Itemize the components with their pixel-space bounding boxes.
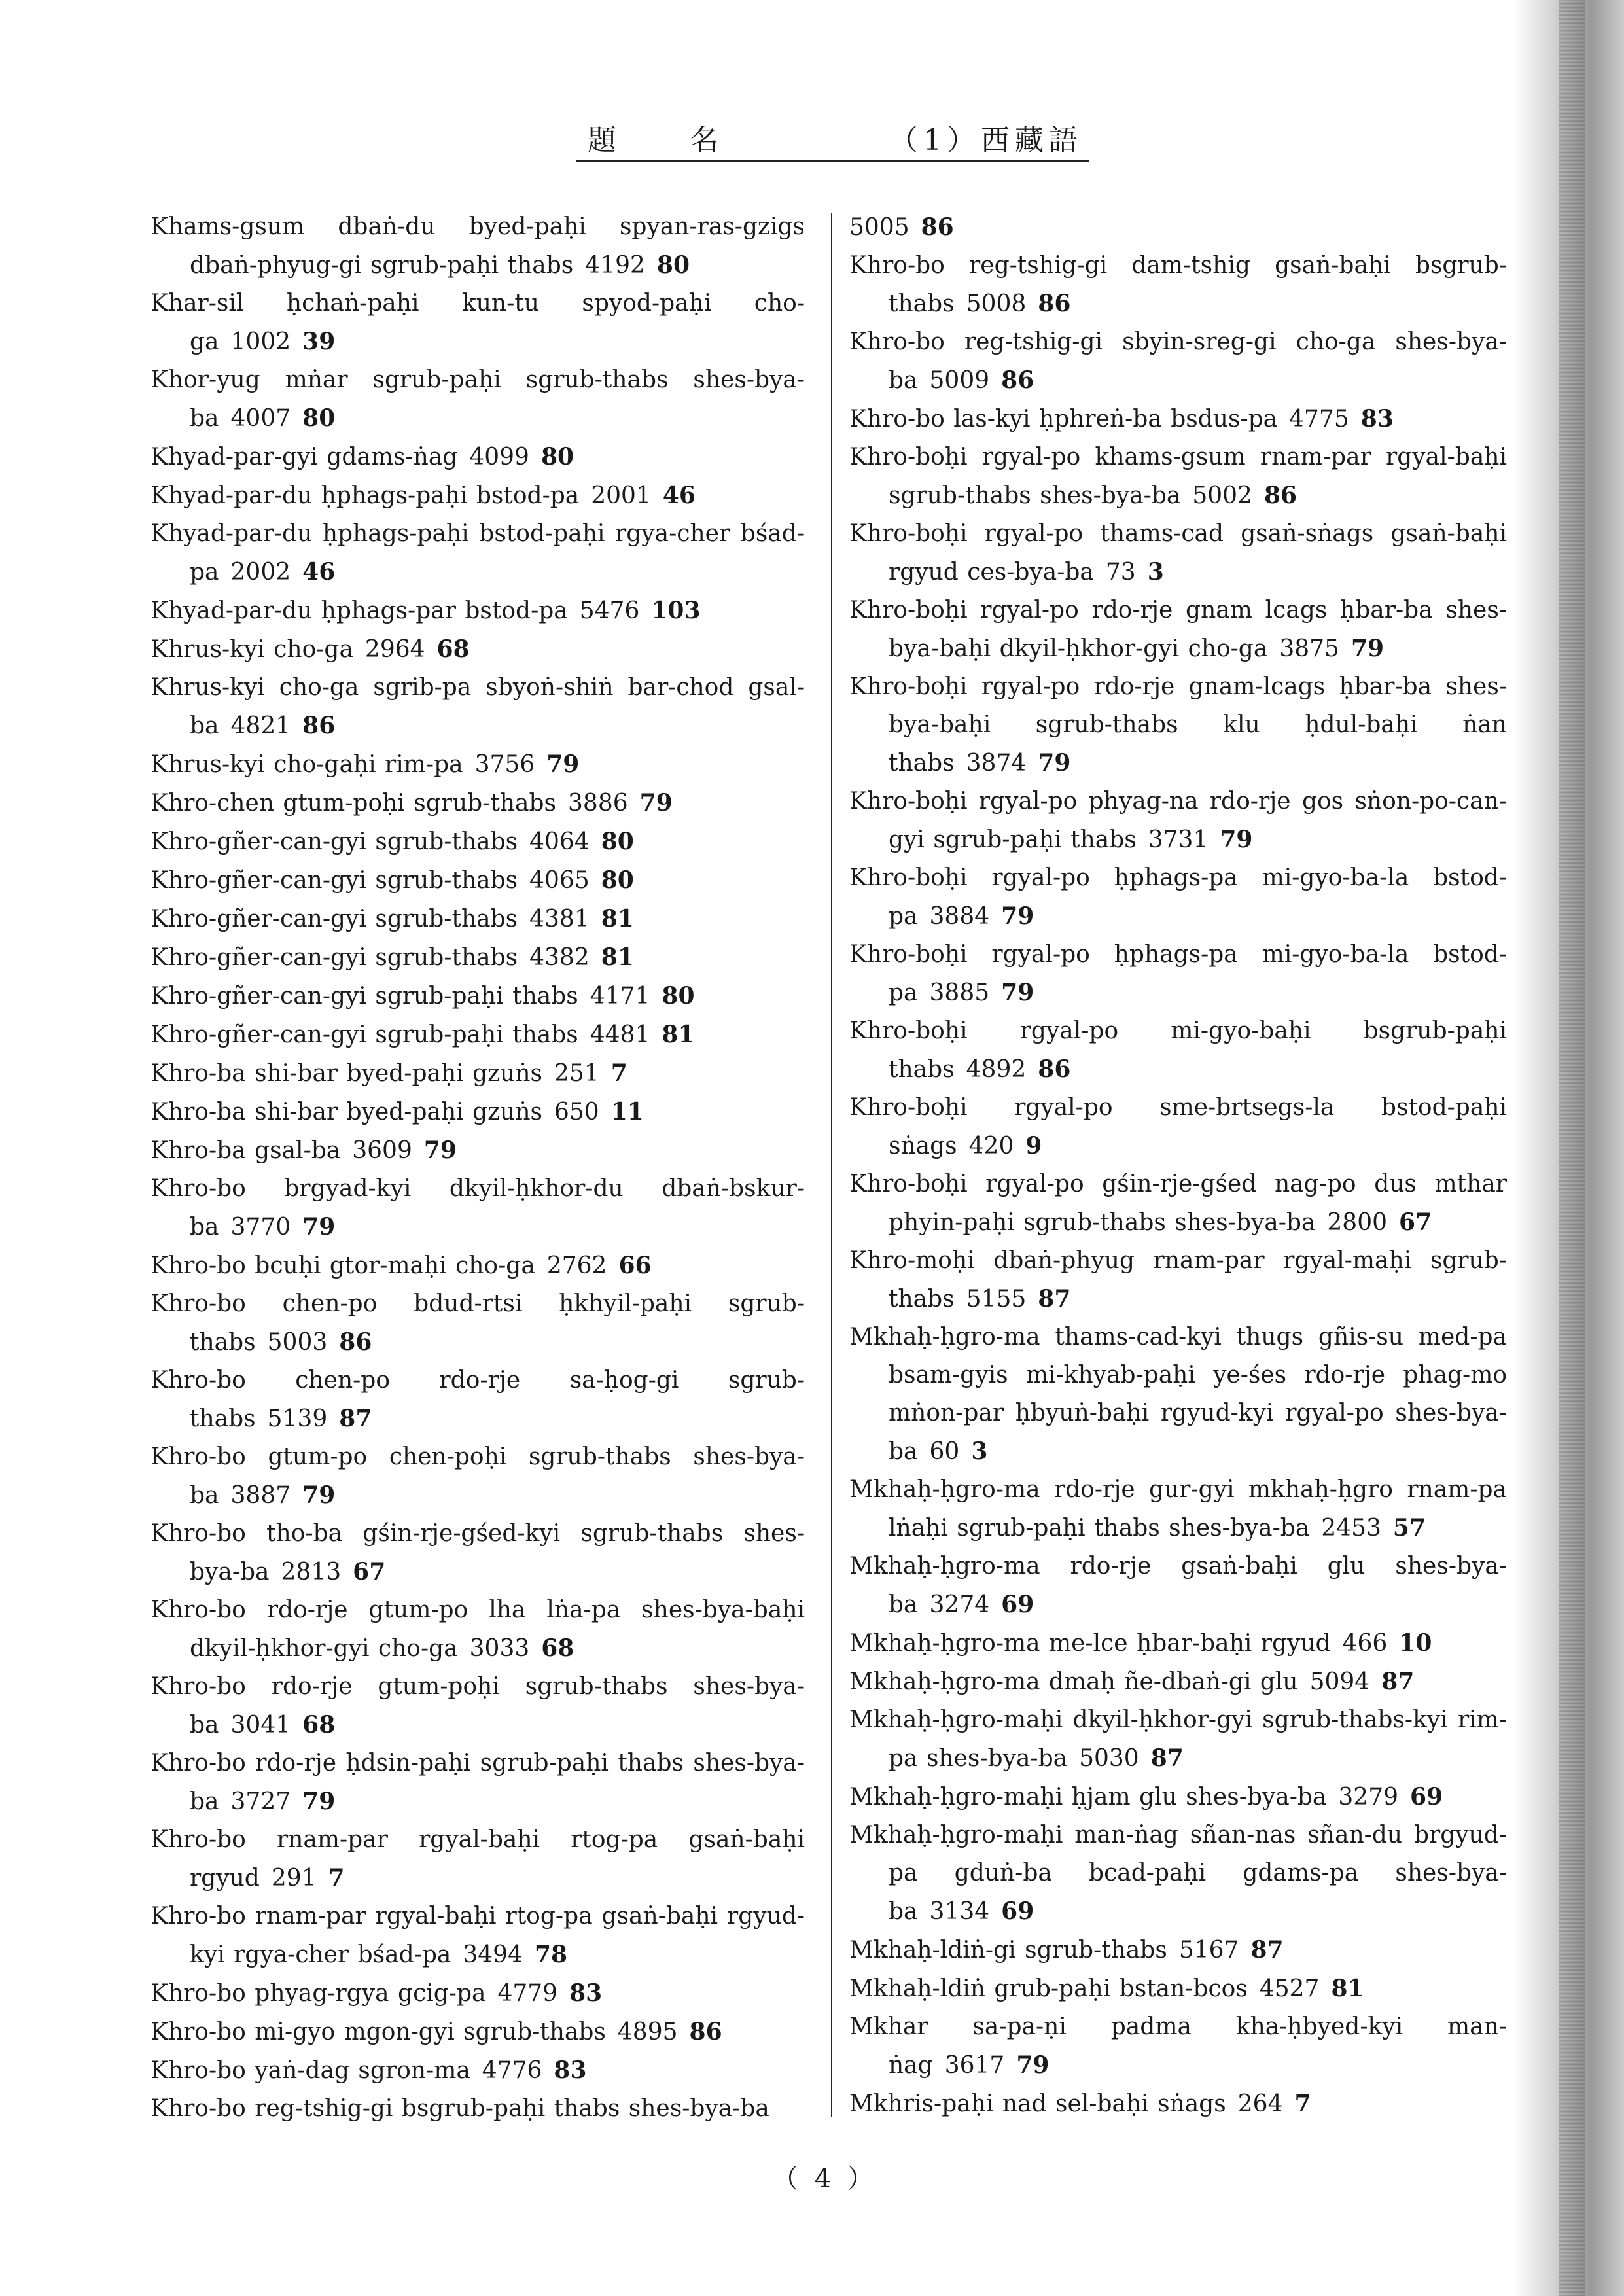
- entry-volume: 79: [1220, 826, 1253, 853]
- entry-title: Khro-gñer-can-gyi sgrub-thabs: [150, 906, 518, 932]
- entry-title: Khro-gñer-can-gyi sgrub-thabs: [150, 867, 518, 894]
- entry-title: Khro-bo chen-po bdud-rtsi ḥkhyil-paḥi sgrub-thabs: [150, 1290, 805, 1356]
- entry-number: 3874: [966, 750, 1027, 777]
- entry-volume: 81: [601, 905, 634, 932]
- index-entry: [849, 515, 1507, 592]
- index-entry: [150, 1362, 805, 1438]
- entry-volume: 10: [1399, 1629, 1432, 1657]
- entry-number: 3727: [230, 1788, 291, 1815]
- index-entry: [150, 822, 805, 861]
- column-divider: [831, 213, 832, 2117]
- entry-number: 3279: [1338, 1784, 1399, 1810]
- entry-title: Khro-boḥi rgyal-po ḥphags-pa mi-gyo-ba-la bstod-pa: [849, 941, 1507, 1006]
- entry-title: Khro-ba shi-bar byed-paḥi gzuṅs: [150, 1060, 542, 1087]
- entry-number: 2453: [1321, 1515, 1381, 1542]
- entry-volume: 79: [1001, 902, 1034, 930]
- entry-number: 5094: [1309, 1669, 1370, 1695]
- entry-title: Mkhaḥ-ḥgro-ma thams-cad-kyi thugs gñis-su med-pa bsam-gyis mi-khyab-paḥi ye-śes rdo-rje phag-mo mṅon-par ḥbyuṅ-baḥi rgyud-kyi rgyal-po shes-bya-ba: [849, 1324, 1507, 1465]
- index-entry: [150, 1974, 805, 2013]
- entry-number: 73: [1105, 559, 1136, 586]
- entry-number: 420: [968, 1133, 1014, 1159]
- index-entry: [150, 515, 805, 592]
- index-entry: [150, 977, 805, 1016]
- entry-volume: 79: [302, 1213, 336, 1241]
- index-entry: [849, 1318, 1507, 1471]
- index-entry: [150, 1285, 805, 1362]
- entry-title: Khams-gsum dbaṅ-du byed-paḥi spyan-ras-gzigs dbaṅ-phyug-gi sgrub-paḥi thabs: [150, 213, 805, 279]
- entry-volume: 7: [328, 1864, 345, 1892]
- entry-title: Mkhaḥ-ldiṅ grub-paḥi bstan-bcos: [849, 1975, 1248, 2002]
- entry-volume: 86: [689, 2018, 722, 2045]
- entry-number: 3884: [929, 903, 990, 930]
- entry-title: Khor-yug mṅar sgrub-paḥi sgrub-thabs shes-bya-ba: [150, 366, 805, 432]
- index-entry: [849, 323, 1507, 400]
- entry-number: 5005: [849, 214, 909, 241]
- entry-volume: 69: [1001, 1591, 1034, 1618]
- index-entry: [150, 438, 805, 476]
- entry-title: Khro-bo rdo-rje gtum-poḥi sgrub-thabs shes-bya-ba: [150, 1673, 805, 1739]
- entry-title: Mkhris-paḥi nad sel-baḥi sṅags: [849, 2091, 1226, 2117]
- entry-number: 4775: [1289, 406, 1349, 433]
- entry-number: 4381: [529, 906, 590, 932]
- entry-title: Mkhaḥ-ldiṅ-gi sgrub-thabs: [849, 1937, 1167, 1964]
- entry-number: 650: [554, 1099, 599, 1125]
- entry-number: 3134: [929, 1898, 990, 1925]
- entry-volume: 86: [1001, 366, 1034, 394]
- entry-title: Khro-bo phyag-rgya gcig-pa: [150, 1980, 486, 2007]
- entry-title: Khro-bo gtum-po chen-poḥi sgrub-thabs shes-bya-ba: [150, 1443, 805, 1509]
- entry-number: 4895: [617, 2019, 678, 2045]
- entry-volume: 69: [1410, 1783, 1443, 1810]
- entry-volume: 87: [1038, 1285, 1071, 1313]
- entry-number: 60: [929, 1438, 960, 1465]
- entry-number: 3875: [1279, 635, 1339, 662]
- entry-title: Khro-boḥi rgyal-po mi-gyo-baḥi bsgrub-paḥi thabs: [849, 1017, 1507, 1083]
- entry-title: Khro-bo yaṅ-dag sgron-ma: [150, 2057, 470, 2084]
- entry-volume: 79: [302, 1481, 336, 1509]
- index-entry: [150, 1054, 805, 1093]
- entry-number: 4892: [966, 1056, 1027, 1083]
- entry-volume: 79: [546, 751, 580, 778]
- entry-volume: 68: [302, 1711, 336, 1739]
- entry-volume: 80: [601, 828, 634, 855]
- index-entry: [849, 247, 1507, 323]
- entry-number: 3041: [230, 1712, 291, 1739]
- index-entry: [150, 900, 805, 938]
- index-entry: [150, 1515, 805, 1591]
- entry-title: Khro-boḥi rgyal-po sme-brtsegs-la bstod-paḥi sṅags: [849, 1094, 1507, 1159]
- entry-volume: 86: [302, 712, 336, 739]
- entry-title: Khrus-kyi cho-gaḥi rim-pa: [150, 751, 463, 778]
- entry-volume: 86: [1263, 482, 1297, 509]
- entry-title: Mkhaḥ-ḥgro-maḥi ḥjam glu shes-bya-ba: [849, 1784, 1327, 1810]
- index-entry: [849, 1663, 1507, 1701]
- entry-number: 466: [1342, 1630, 1388, 1657]
- entry-volume: 79: [639, 789, 673, 817]
- entry-title: Khro-bo las-kyi ḥphreṅ-ba bsdus-pa: [849, 406, 1278, 433]
- index-entry: [150, 1016, 805, 1054]
- entry-title: Khyad-par-du ḥphags-par bstod-pa: [150, 597, 568, 624]
- index-entry: [150, 1093, 805, 1131]
- index-entry: [849, 1969, 1507, 2008]
- entry-title: Khro-bo chen-po rdo-rje sa-ḥog-gi sgrub-thabs: [150, 1367, 805, 1432]
- index-entry: [150, 1131, 805, 1170]
- entry-number: 5155: [966, 1286, 1027, 1313]
- entry-title: Khro-bo reg-tshig-gi dam-tshig gsaṅ-baḥi bsgrub-thabs: [849, 252, 1507, 317]
- entry-number: 291: [271, 1865, 317, 1892]
- entry-number: 4779: [497, 1980, 558, 2007]
- entry-title: Khyad-par-du ḥphags-paḥi bstod-pa: [150, 482, 580, 509]
- entry-title: Khro-bo rdo-rje ḥdsin-paḥi sgrub-paḥi thabs shes-bya-ba: [150, 1750, 805, 1815]
- entry-volume: 87: [339, 1405, 372, 1432]
- entry-volume: 11: [610, 1098, 644, 1125]
- index-entry: [849, 208, 1507, 247]
- entry-title: Mkhaḥ-ḥgro-ma dmaḥ ñe-dbaṅ-gi glu: [849, 1669, 1298, 1695]
- entry-title: Khro-bo bcuḥi gtor-maḥi cho-ga: [150, 1252, 535, 1279]
- entry-number: 3494: [463, 1941, 523, 1968]
- index-entry: [150, 208, 805, 285]
- entry-number: 5009: [929, 367, 990, 394]
- entry-volume: 67: [353, 1558, 386, 1585]
- entry-number: 4065: [529, 867, 590, 894]
- entry-volume: 80: [656, 251, 690, 279]
- entry-volume: 79: [302, 1788, 336, 1815]
- entry-title: Khro-moḥi dbaṅ-phyug rnam-par rgyal-maḥi sgrub-thabs: [849, 1247, 1507, 1313]
- entry-title: Khro-gñer-can-gyi sgrub-thabs: [150, 828, 518, 855]
- index-entry: [150, 745, 805, 784]
- entry-volume: 87: [1150, 1744, 1184, 1772]
- scan-edge-texture: [1559, 0, 1585, 2296]
- right-column: [849, 208, 1507, 2123]
- index-entry: [849, 1012, 1507, 1089]
- header-title: 題 名: [588, 124, 724, 157]
- entry-number: 4821: [230, 713, 291, 739]
- entry-title: Mkhaḥ-ḥgro-maḥi man-ṅag sñan-nas sñan-du brgyud-pa gduṅ-ba bcad-paḥi gdams-pa shes-bya-ba: [849, 1822, 1507, 1925]
- entry-title: Khro-bo rnam-par rgyal-baḥi rtog-pa gsaṅ-baḥi rgyud: [150, 1826, 805, 1892]
- entry-number: 5002: [1192, 482, 1252, 509]
- entry-number: 2002: [230, 559, 291, 586]
- entry-volume: 67: [1399, 1209, 1432, 1236]
- index-entry: [849, 400, 1507, 438]
- entry-volume: 86: [921, 213, 954, 241]
- entry-volume: 81: [1331, 1975, 1364, 2002]
- index-entry: [150, 2090, 805, 2128]
- entry-volume: 7: [610, 1059, 627, 1087]
- entry-volume: 103: [651, 597, 701, 624]
- index-entry: [150, 669, 805, 745]
- index-entry: [849, 859, 1507, 936]
- entry-number: 5008: [966, 291, 1027, 317]
- header-section: （1）西藏語: [889, 124, 1083, 157]
- entry-volume: 78: [534, 1941, 568, 1968]
- entry-title: Khro-boḥi rgyal-po rdo-rje gnam-lcags ḥbar-ba shes-bya-baḥi sgrub-thabs klu ḥdul-baḥi ṅan thabs: [849, 673, 1507, 777]
- entry-title: Khrus-kyi cho-ga: [150, 636, 353, 663]
- entry-volume: 46: [662, 482, 696, 509]
- index-entry: [849, 592, 1507, 668]
- entry-number: 2001: [591, 482, 651, 509]
- entry-title: Khro-bo rnam-par rgyal-baḥi rtog-pa gsaṅ-baḥi rgyud-kyi rgya-cher bśad-pa: [150, 1903, 805, 1968]
- entry-title: Khro-ba gsal-ba: [150, 1137, 341, 1164]
- entry-number: 3756: [474, 751, 535, 778]
- index-entry: [849, 1089, 1507, 1165]
- entry-title: Khro-gñer-can-gyi sgrub-thabs: [150, 944, 518, 971]
- entry-title: Khro-chen gtum-poḥi sgrub-thabs: [150, 790, 557, 817]
- index-entry: [150, 285, 805, 361]
- entry-number: 4527: [1259, 1975, 1320, 2002]
- index-entry: [849, 1701, 1507, 1778]
- index-entry: [849, 1931, 1507, 1969]
- entry-number: 3617: [944, 2052, 1005, 2079]
- index-entry: [150, 1591, 805, 1668]
- entry-title: Khro-boḥi rgyal-po rdo-rje gnam lcags ḥbar-ba shes-bya-baḥi dkyil-ḥkhor-gyi cho-ga: [849, 597, 1507, 662]
- entry-number: 3770: [230, 1214, 291, 1241]
- index-entry: [150, 938, 805, 977]
- index-entry: [150, 1438, 805, 1515]
- entry-title: Khro-gñer-can-gyi sgrub-paḥi thabs: [150, 1021, 578, 1048]
- entry-volume: 46: [302, 558, 336, 586]
- entry-volume: 80: [302, 404, 336, 432]
- entry-volume: 68: [541, 1634, 574, 1662]
- entry-number: 3033: [469, 1635, 530, 1662]
- index-entry: [849, 1471, 1507, 1547]
- entry-number: 4099: [469, 444, 529, 470]
- entry-title: Khro-bo reg-tshig-gi sbyin-sreg-gi cho-ga shes-bya-ba: [849, 328, 1507, 394]
- index-entry: [150, 592, 805, 630]
- entry-volume: 79: [1016, 2051, 1050, 2079]
- entry-volume: 80: [662, 982, 695, 1010]
- left-column: [150, 208, 805, 2128]
- entry-volume: 81: [662, 1021, 695, 1048]
- index-entry: [150, 630, 805, 669]
- entry-number: 5139: [267, 1405, 328, 1432]
- index-entry: [150, 1821, 805, 1898]
- index-entry: [849, 1242, 1507, 1318]
- entry-title: Khro-bo mi-gyo mgon-gyi sgrub-thabs: [150, 2019, 606, 2045]
- index-entry: [150, 1170, 805, 1246]
- index-entry: [849, 2008, 1507, 2085]
- entry-number: 5030: [1079, 1745, 1139, 1772]
- entry-title: Khrus-kyi cho-ga sgrib-pa sbyoṅ-shiṅ bar-chod gsal-ba: [150, 674, 805, 739]
- entry-title: Khro-boḥi rgyal-po gśin-rje-gśed nag-po dus mthar phyin-paḥi sgrub-thabs shes-bya-ba: [849, 1171, 1507, 1236]
- entry-volume: 57: [1392, 1514, 1426, 1542]
- index-entry: [150, 784, 805, 822]
- entry-volume: 3: [1147, 558, 1164, 586]
- entry-volume: 79: [1038, 749, 1071, 777]
- entry-number: 3885: [929, 980, 990, 1006]
- index-entry: [849, 668, 1507, 783]
- entry-title: Khro-bo tho-ba gśin-rje-gśed-kyi sgrub-thabs shes-bya-ba: [150, 1520, 805, 1585]
- index-entry: [150, 1246, 805, 1285]
- entry-number: 3887: [230, 1482, 291, 1509]
- entry-volume: 79: [423, 1137, 457, 1164]
- page-header: [576, 119, 1089, 162]
- entry-title: Khyad-par-gyi gdams-ṅag: [150, 444, 458, 470]
- entry-number: 2813: [281, 1559, 342, 1585]
- index-entry: [150, 361, 805, 438]
- index-entry: [150, 1744, 805, 1821]
- entry-title: Khro-boḥi rgyal-po thams-cad gsaṅ-sṅags gsaṅ-baḥi rgyud ces-bya-ba: [849, 520, 1507, 586]
- entry-volume: 87: [1381, 1668, 1415, 1695]
- entry-number: 1002: [230, 328, 291, 355]
- entry-number: 4007: [230, 405, 291, 432]
- entry-volume: 86: [1038, 1055, 1071, 1083]
- entry-volume: 83: [1360, 405, 1394, 433]
- index-entry: [150, 1898, 805, 1974]
- entry-title: Khro-bo rdo-rje gtum-po lha lṅa-pa shes-bya-baḥi dkyil-ḥkhor-gyi cho-ga: [150, 1597, 805, 1662]
- entry-volume: 7: [1294, 2090, 1311, 2117]
- entry-number: 251: [554, 1060, 599, 1087]
- entry-title: Khro-boḥi rgyal-po phyag-na rdo-rje gos sṅon-po-can-gyi sgrub-paḥi thabs: [849, 788, 1507, 853]
- page-number: （ 4 ）: [772, 2164, 877, 2194]
- entry-volume: 80: [601, 866, 634, 894]
- entry-number: 2762: [546, 1252, 607, 1279]
- entry-title: Khar-sil ḥchaṅ-paḥi kun-tu spyod-paḥi cho-ga: [150, 290, 805, 355]
- entry-title: Khro-bo brgyad-kyi dkyil-ḥkhor-du dbaṅ-bskur-ba: [150, 1175, 805, 1241]
- index-entry: [849, 1624, 1507, 1663]
- entry-volume: 39: [302, 328, 336, 355]
- entry-title: Khro-boḥi rgyal-po ḥphags-pa mi-gyo-ba-la bstod-pa: [849, 864, 1507, 930]
- index-entry: [150, 1668, 805, 1744]
- entry-number: 4064: [529, 828, 590, 855]
- entry-volume: 86: [1038, 290, 1071, 317]
- entry-volume: 80: [540, 443, 574, 470]
- index-entry: [150, 861, 805, 900]
- entry-number: 5476: [579, 597, 640, 624]
- entry-title: Khyad-par-du ḥphags-paḥi bstod-paḥi rgya-cher bśad-pa: [150, 520, 805, 586]
- index-entry: [849, 1547, 1507, 1624]
- entry-number: 2964: [364, 636, 425, 663]
- entry-volume: 66: [618, 1252, 652, 1279]
- index-entry: [849, 438, 1507, 515]
- entry-title: Mkhar sa-pa-ṇi padma kha-ḥbyed-kyi man-ṅag: [849, 2013, 1507, 2079]
- entry-number: 5003: [267, 1329, 328, 1356]
- entry-number: 4776: [482, 2057, 542, 2084]
- entry-volume: 81: [601, 944, 634, 971]
- index-entry: [849, 1816, 1507, 1931]
- index-entry: [849, 783, 1507, 859]
- entry-volume: 69: [1001, 1898, 1034, 1925]
- entry-volume: 87: [1250, 1936, 1284, 1964]
- entry-number: 4171: [590, 983, 650, 1010]
- entry-number: 4481: [590, 1021, 650, 1048]
- index-entry: [150, 2013, 805, 2051]
- entry-title: Mkhaḥ-ḥgro-ma rdo-rje gur-gyi mkhaḥ-ḥgro rnam-pa lṅaḥi sgrub-paḥi thabs shes-bya-ba: [849, 1476, 1507, 1542]
- entry-title: Mkhaḥ-ḥgro-maḥi dkyil-ḥkhor-gyi sgrub-thabs-kyi rim-pa shes-bya-ba: [849, 1706, 1507, 1772]
- entry-title: Mkhaḥ-ḥgro-ma rdo-rje gsaṅ-baḥi glu shes-bya-ba: [849, 1553, 1507, 1618]
- entry-number: 3731: [1148, 826, 1209, 853]
- entry-number: 3886: [568, 790, 628, 817]
- entry-volume: 83: [569, 1979, 603, 2007]
- entry-number: 264: [1237, 2091, 1283, 2117]
- entry-number: 4192: [585, 252, 645, 279]
- entry-title: Khro-ba shi-bar byed-paḥi gzuṅs: [150, 1099, 542, 1125]
- entry-title: Khro-bo reg-tshig-gi bsgrub-paḥi thabs shes-bya-ba: [150, 2095, 769, 2122]
- entry-volume: 79: [1350, 635, 1385, 662]
- index-entry: [150, 2051, 805, 2090]
- entry-volume: 79: [1001, 979, 1034, 1006]
- entry-number: 3274: [929, 1591, 990, 1618]
- index-entry: [849, 1778, 1507, 1816]
- entry-volume: 68: [436, 635, 470, 663]
- entry-volume: 9: [1025, 1132, 1042, 1159]
- entry-number: 3609: [352, 1137, 412, 1164]
- entry-volume: 83: [554, 2057, 587, 2084]
- entry-volume: 86: [339, 1328, 372, 1356]
- entry-title: Khro-gñer-can-gyi sgrub-paḥi thabs: [150, 983, 578, 1010]
- entry-title: Mkhaḥ-ḥgro-ma me-lce ḥbar-baḥi rgyud: [849, 1630, 1331, 1657]
- entry-title: Khro-boḥi rgyal-po khams-gsum rnam-par rgyal-baḥi sgrub-thabs shes-bya-ba: [849, 444, 1507, 509]
- index-entry: [150, 476, 805, 515]
- index-entry: [849, 936, 1507, 1012]
- entry-number: 4382: [529, 944, 590, 971]
- entry-number: 2800: [1327, 1209, 1388, 1236]
- entry-volume: 3: [971, 1438, 988, 1465]
- entry-number: 5167: [1178, 1937, 1239, 1964]
- index-entry: [849, 2085, 1507, 2123]
- index-entry: [849, 1165, 1507, 1242]
